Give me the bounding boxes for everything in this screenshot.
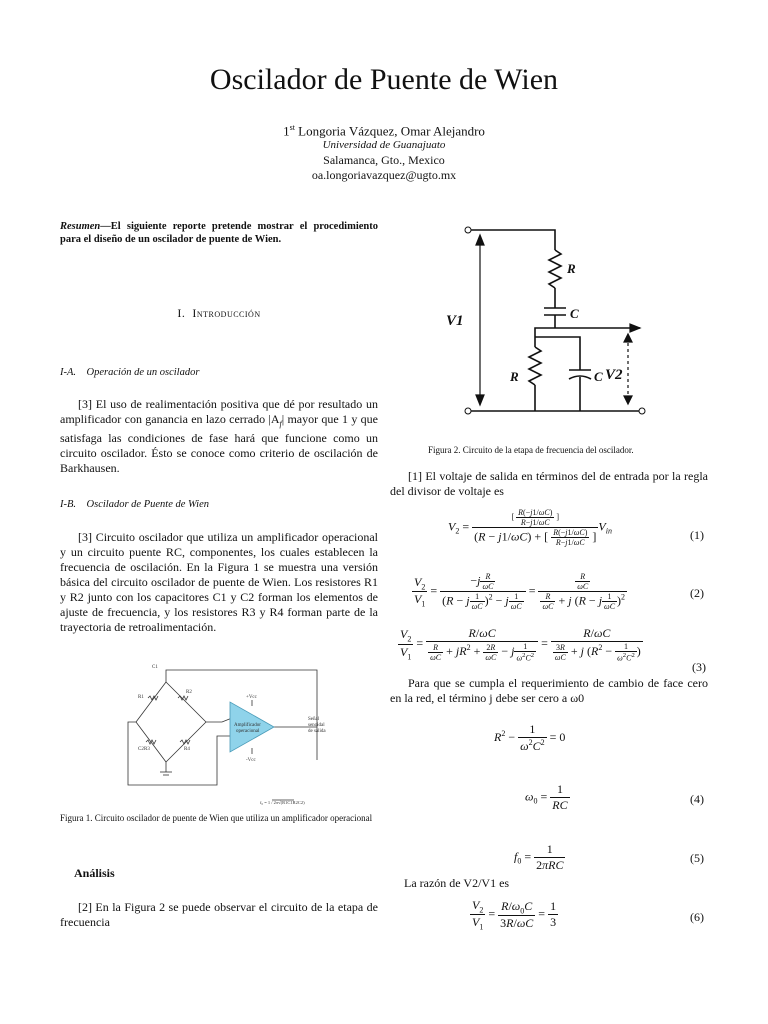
- para-a-sub: f: [279, 419, 282, 429]
- fig1-label-out-line3: de salida: [308, 729, 326, 734]
- figure-1-caption: Figura 1. Circuito oscilador de puente de Wien que utiliza un amplificador operacional: [60, 813, 373, 823]
- fig1-label-amp-line2: operacional: [236, 729, 260, 734]
- equation-number-1: (1): [690, 528, 704, 542]
- subsection-heading-a: [60, 367, 378, 378]
- section-heading: [60, 306, 378, 321]
- equation-5: $f_0$ = $\frac{1}{\text{2πRC}}$: [514, 842, 564, 872]
- abstract-text: —El siguiente reporte pretende mostrar el procedimiento para el diseño de un oscilador de puente de Wien.: [60, 221, 378, 245]
- fig1-label-r4: R4: [184, 747, 190, 752]
- fig1-label-r1: R1: [138, 695, 144, 700]
- ratio-intro: La razón de V2/V1 es: [404, 876, 510, 890]
- para-a-rest: | mayor que 1 y que satisfaga las condiciones de fase hará que funcione como un circuito oscilador. Ésto se conoce como criterio de oscilación de Barkhausen.: [60, 412, 379, 476]
- equation-4: $\omega_0$ = $\frac{1}{RC}$: [525, 782, 568, 812]
- fig1-resistor-r3-zigzag: [146, 740, 156, 744]
- section-title: Introducción: [192, 306, 261, 320]
- equation-2: $\frac{V_2}{V_1}$ = −j $\frac{R}{\omega C}$ (R − j $\frac{1}{\omega C}$ )$^2$ − j $\frac{1}{\omega C}$ = $\frac{R}{\omega C}$ $\frac{R}{\omega C}$ + j (R − j $\frac{1}{\omega C}$ )$^2$: [414, 572, 626, 611]
- fig1-label-out-line1: Señal: [308, 717, 320, 722]
- equation-3: $\frac{V_2}{V_1}$ = R/ωC $\frac{R}{\omega C}$ + $jR^2$ + $\frac{2R}{\omega C}$ − j $\frac{1}{\omega^2C^2}$ = R/ωC $\frac{3R}{\omega C}$ + j ($R^2$ − $\frac{1}{\omega^2C^2}$ ): [400, 626, 641, 663]
- paragraph-wien-bridge: [3] Circuito oscilador que utiliza un amplificador operacional y un circuito puente RC, componentes, los cuales establecen la frecuencia de oscilación. En la Figura 1 se muestra una versión básica del circuito oscilador de puente de Wien. Los resistores R1 y R2 junto con los capacitores C1 y C2 forman los elementos de ajuste de frecuencia, y los resistores R3 y R4 forman parte de la trayectoria de retroalimentación.: [60, 530, 378, 634]
- equation-1: $V_2$ = [ $\frac{R(-j1/\omega C)}{R-j1/\omega C}$ ] (R − j1/ωC) + [ $\frac{R(-j1/\omega C)}{R-j1/\omega C}$ ] $V_{in}$: [448, 508, 612, 547]
- fig1-branch-right-bottom: [166, 722, 206, 762]
- paragraph-analysis: [2] En la Figura 2 se puede observar el circuito de la etapa de frecuencia: [60, 900, 378, 929]
- fig2-wire-to-bottom-c: [535, 337, 580, 370]
- figure-1-wien-oscillator: [122, 660, 326, 810]
- fig2-label-r-bottom: R: [510, 369, 519, 384]
- fig1-label-r2: R2: [186, 690, 192, 695]
- fig2-v2-arrow-head-up: [624, 334, 632, 342]
- figure-2-frequency-circuit: [430, 215, 650, 425]
- section-number: I.: [177, 306, 186, 320]
- fig1-label-formula: f₀ = 1 / 2π√(R1C1R2C2): [260, 800, 305, 805]
- figure-2-caption: Figura 2. Circuito de la etapa de frecuencia del oscilador.: [428, 445, 634, 455]
- paragraph-voltage-divider: [1] El voltaje de salida en términos del de entrada por la regla del divisor de voltaje es: [390, 469, 708, 498]
- equation-number-6: (6): [690, 910, 704, 924]
- fig1-label-out-line2: senoidal: [308, 723, 325, 728]
- paragraph-phase-requirement: Para que se cumpla el requerimiento de cambio de face cero en la red, el término j debe ser cero a ω0: [390, 676, 708, 705]
- fig2-label-v2: V2: [605, 367, 623, 383]
- author-full-name: Longoria Vázquez, Omar Alejandro: [298, 123, 485, 139]
- fig1-label-amp-line1: Amplificador: [234, 723, 261, 728]
- fig2-label-c-top: C: [570, 306, 579, 321]
- equation-resonance-condition: $R^2$ − $\frac{1}{\omega^2C^2}$ = 0: [494, 722, 566, 753]
- fig2-output-arrow-head: [630, 324, 640, 332]
- para-a-start: [3] El uso de realimentación positiva que dé por resultado un amplificador con ganancia en lazo cerrado |A: [60, 397, 378, 426]
- author-ordinal-suffix: st: [289, 123, 295, 132]
- equation-number-3: (3): [692, 660, 706, 674]
- analysis-heading: Análisis: [74, 866, 115, 880]
- subsection-heading-b: [60, 499, 378, 510]
- author-location: Salamanca, Gto., Mexico: [323, 153, 445, 167]
- fig1-label-vcc-pos: +Vcc: [246, 695, 257, 700]
- abstract: [60, 220, 378, 246]
- fig1-label-r3: R3: [144, 747, 150, 752]
- fig2-v2-arrow-head-down: [624, 396, 632, 404]
- paragraph-oscillator-operation: [60, 397, 378, 476]
- fig2-label-c-bottom: C: [594, 369, 603, 384]
- fig2-top-wire: [470, 230, 555, 250]
- equation-number-4: (4): [690, 792, 704, 806]
- equation-number-5: (5): [690, 851, 704, 865]
- author-email[interactable]: oa.longoriavazquez@ugto.mx: [311, 168, 457, 182]
- fig2-resistor-bottom: [529, 347, 541, 385]
- fig2-terminal-bottom: [465, 408, 471, 414]
- equation-number-2: (2): [690, 586, 704, 600]
- subsection-number-b: I-B.: [60, 499, 77, 510]
- author-ordinal: 1: [283, 123, 290, 139]
- fig2-label-r-top: R: [567, 261, 576, 276]
- fig1-label-vcc-neg: -Vcc: [246, 758, 256, 763]
- fig1-label-c2: C2: [138, 747, 144, 752]
- author-university: Universidad de Guanajuato: [322, 139, 446, 151]
- fig2-terminal-top: [465, 227, 471, 233]
- fig2-resistor-top: [549, 250, 561, 288]
- fig2-v1-arrow-head-up: [476, 235, 484, 245]
- fig2-label-v1: V1: [446, 313, 464, 329]
- subsection-title-b: Oscilador de Puente de Wien: [86, 499, 210, 510]
- subsection-title-a: Operación de un oscilador: [86, 367, 200, 378]
- fig1-to-amp-plus: [206, 718, 232, 722]
- subsection-number-a: I-A.: [60, 367, 77, 378]
- fig1-branch-right-top: [166, 682, 206, 722]
- fig2-output-node-wire: [535, 328, 640, 337]
- fig1-branch-left-top: [136, 682, 166, 722]
- fig2-terminal-out-bottom: [639, 408, 645, 414]
- abstract-lead: Resumen: [60, 221, 101, 232]
- fig2-v1-arrow-head-down: [476, 395, 484, 405]
- author-name: [0, 120, 768, 139]
- fig1-label-c1: C1: [152, 665, 158, 670]
- paper-title: Oscilador de Puente de Wien: [209, 63, 559, 96]
- equation-6: $\frac{V_2}{V_1}$ = $\frac{R/\omega_0C}{3R/\omega C}$ = $\frac{1}{3}$: [472, 898, 557, 932]
